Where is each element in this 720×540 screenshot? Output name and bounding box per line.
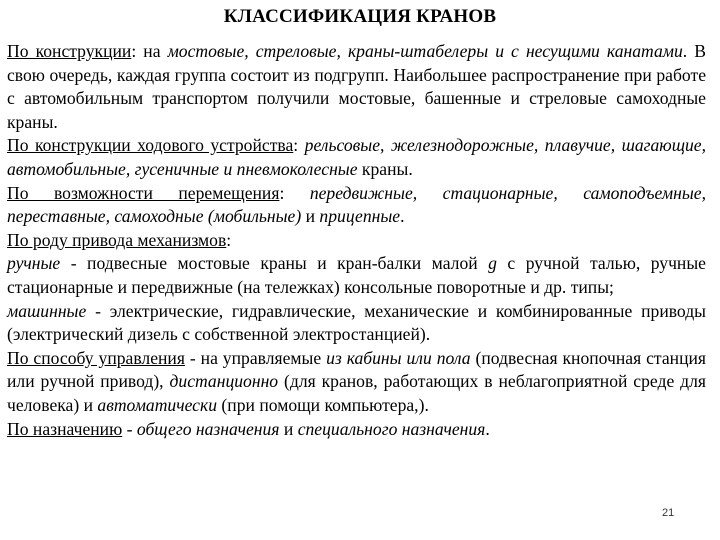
text: (при помощи компьютера,). [217, 394, 429, 415]
text: : на [131, 41, 168, 61]
text: . В свою очередь, каждая группа состоит из подгрупп. Наибольшее распространение при работе с автомобильным транспортом получили мостовые, башенные и стреловые самоходные краны. [7, 41, 706, 132]
page-number: 21 [662, 507, 675, 519]
paragraph-control [7, 347, 706, 418]
special-purpose: специального назначения [297, 418, 486, 439]
text: - подвесные мостовые краны и кран-балки малой [60, 253, 489, 274]
trailer-type: прицепные [319, 206, 401, 227]
heading-control: По способу управления [7, 347, 185, 368]
text: и [301, 206, 320, 227]
general-purpose: общего назначения [136, 418, 280, 439]
manual-term: ручные [7, 253, 61, 274]
text: : [293, 135, 305, 156]
automatic-control: автоматически [97, 394, 218, 415]
text: - [122, 418, 137, 439]
heading-construction: По конструкции [7, 41, 132, 61]
heading-mobility: По возможности перемещения [7, 182, 280, 203]
text: (подвесная кнопочная станция или ручной привод), [7, 347, 706, 392]
running-gear-types: рельсовые, железнодорожные, плавучие, шагающие, автомобильные, гусеничные и пневмоколесные [7, 135, 706, 179]
paragraph-manual [7, 252, 706, 299]
heading-purpose: По назначению [7, 418, 123, 439]
heading-running-gear: По конструкции ходового устройства [7, 135, 294, 156]
paragraph-machine [7, 300, 706, 347]
text: : [226, 229, 232, 250]
text: - электрические, гидравлические, механические и комбинированные приводы (электрический дизель с собственной электростанцией). [7, 300, 706, 345]
text: . [485, 418, 490, 439]
g-symbol: g [488, 253, 497, 274]
text: (для кранов, работающих в неблагоприятной среде для человека) и [7, 371, 706, 415]
paragraph-construction [7, 40, 706, 134]
text: краны. [357, 158, 413, 179]
page-title: КЛАССИФИКАЦИЯ КРАНОВ [223, 6, 497, 27]
paragraph-mobility [7, 182, 706, 229]
machine-term: машинные [7, 300, 87, 321]
crane-types: мостовые, стреловые, краны-штабелеры и с несущими канатами [167, 41, 683, 61]
text: с ручной талью, ручные стационарные и передвижные (на тележках) консольные поворотные и др. типы; [7, 253, 706, 297]
text: и [279, 418, 298, 439]
heading-drive: По роду привода механизмов [7, 229, 227, 250]
paragraph-drive [7, 229, 706, 253]
remote-control: дистанционно [169, 371, 279, 392]
paragraph-running-gear [7, 134, 706, 181]
cabin-control: из кабины или пола [326, 347, 471, 368]
text: : [279, 182, 310, 203]
mobility-types: передвижные, стационарные, самоподъемные, переставные, самоходные (мобильные) [7, 182, 707, 227]
body-text [7, 40, 706, 441]
text: . [400, 206, 405, 227]
text: - на управляемые [184, 347, 327, 368]
paragraph-purpose [7, 418, 706, 442]
